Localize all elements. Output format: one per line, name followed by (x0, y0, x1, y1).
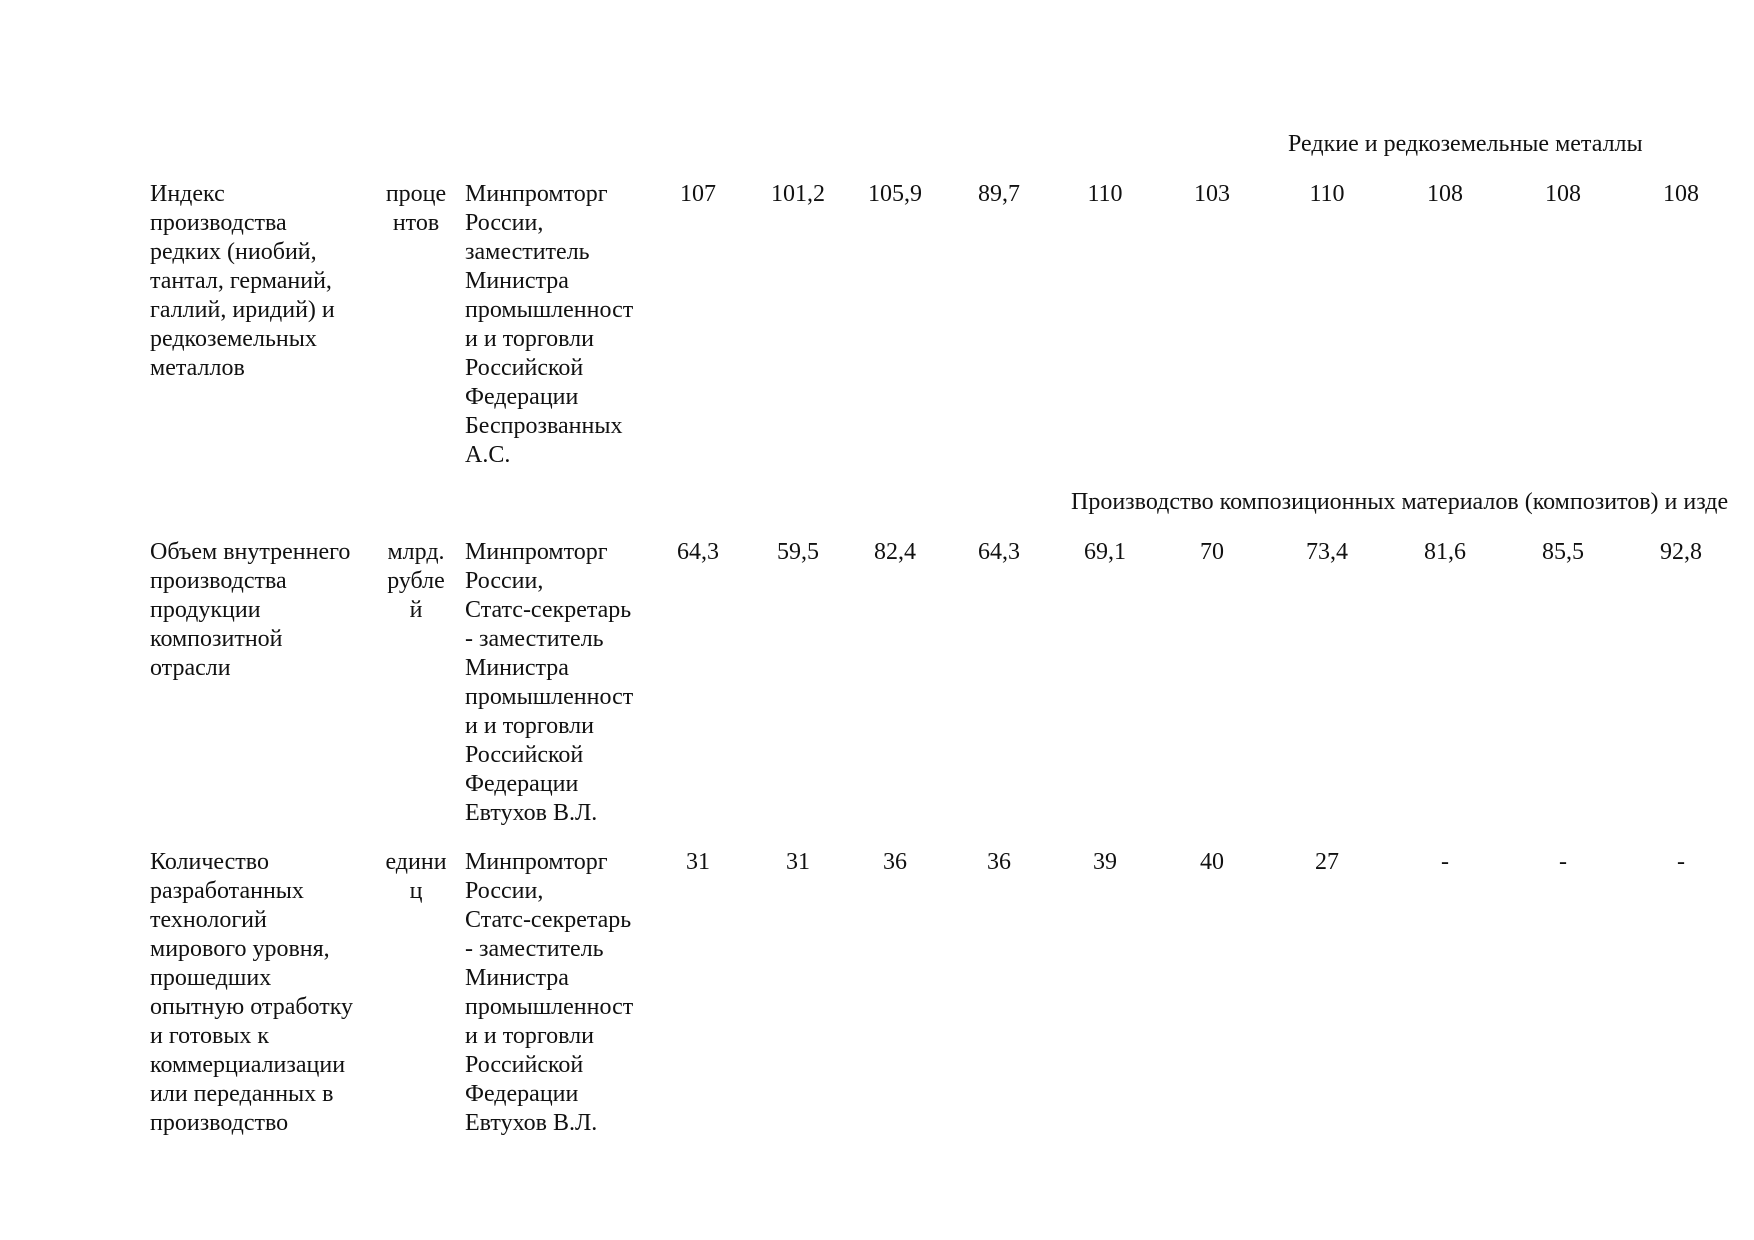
value-cell: 39 (1093, 849, 1117, 875)
value-cell: 103 (1194, 181, 1230, 207)
value-cell: 64,3 (978, 539, 1020, 565)
value-cell: 85,5 (1542, 539, 1584, 565)
value-cell: - (1441, 849, 1449, 875)
value-cell: 31 (786, 849, 810, 875)
responsible-executor: Минпромторг России, Статс-секретарь - заместитель Министра промышленност и и торговли Российской Федерации Евтухов В.Л. (465, 539, 634, 826)
responsible-executor: Минпромторг России, заместитель Министра промышленност и и торговли Российской Федерации Беспрозванных А.С. (465, 181, 634, 468)
value-cell: - (1677, 849, 1685, 875)
value-cell: 69,1 (1084, 539, 1126, 565)
value-cell: 92,8 (1660, 539, 1702, 565)
value-cell: 36 (987, 849, 1011, 875)
value-cell: 105,9 (868, 181, 922, 207)
value-cell: 40 (1200, 849, 1224, 875)
responsible-executor: Минпромторг России, Статс-секретарь - заместитель Министра промышленност и и торговли Российской Федерации Евтухов В.Л. (465, 849, 634, 1136)
unit-of-measure: млрд. рубле й (387, 539, 445, 623)
value-cell: 73,4 (1306, 539, 1348, 565)
value-cell: 101,2 (771, 181, 825, 207)
unit-of-measure: проце нтов (385, 181, 447, 236)
section-title-composites: Производство композиционных материалов (композитов) и изде (1071, 489, 1729, 515)
value-cell: 108 (1545, 181, 1581, 207)
indicator-name: Индекс производства редких (ниобий, тантал, германий, галлий, иридий) и редкоземельных металлов (150, 181, 335, 381)
value-cell: 81,6 (1424, 539, 1466, 565)
value-cell: 82,4 (874, 539, 916, 565)
indicator-name: Объем внутреннего производства продукции композитной отрасли (150, 539, 351, 681)
value-cell: 64,3 (677, 539, 719, 565)
value-cell: 89,7 (978, 181, 1020, 207)
value-cell: 108 (1663, 181, 1699, 207)
section-title-rare-metals: Редкие и редкоземельные металлы (1288, 131, 1643, 157)
value-cell: 107 (680, 181, 716, 207)
value-cell: - (1559, 849, 1567, 875)
value-cell: 108 (1427, 181, 1463, 207)
value-cell: 36 (883, 849, 907, 875)
value-cell: 27 (1315, 849, 1339, 875)
value-cell: 59,5 (777, 539, 819, 565)
indicator-name: Количество разработанных технологий мирового уровня, прошедших опытную отработку и готовых к коммерциализации или переданных в производство (150, 849, 354, 1136)
value-cell: 70 (1200, 539, 1224, 565)
unit-of-measure: едини ц (385, 849, 447, 904)
value-cell: 110 (1309, 181, 1345, 207)
value-cell: 110 (1087, 181, 1123, 207)
value-cell: 31 (686, 849, 710, 875)
